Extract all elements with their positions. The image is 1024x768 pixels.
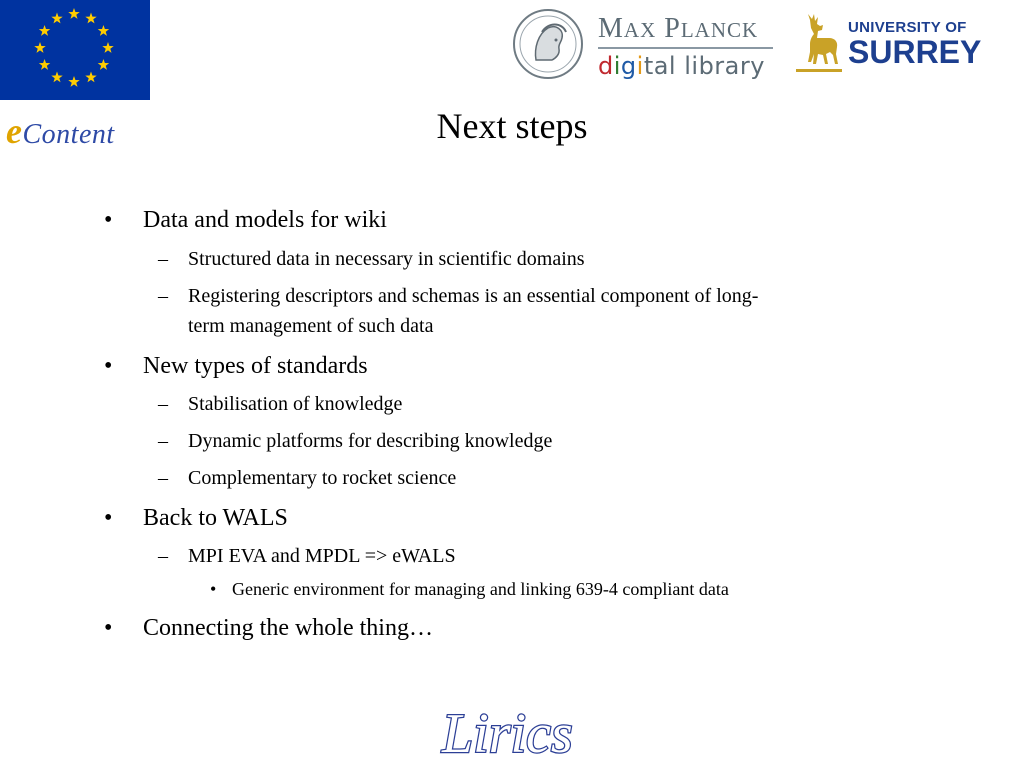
mp-title-sc2: LANCK (680, 18, 759, 42)
minerva-seal-icon (512, 8, 584, 80)
eu-star (51, 71, 62, 82)
bullet-text: term management of such data (188, 315, 434, 337)
bullet-text: Connecting the whole thing… (143, 615, 433, 641)
eu-star (39, 25, 50, 36)
max-planck-digital-library-logo (598, 14, 778, 78)
eu-flag-logo (0, 0, 150, 100)
dash-marker: – (158, 545, 168, 567)
econtent-logo-e: e (6, 111, 23, 151)
eu-star (51, 13, 62, 24)
eu-star (34, 42, 45, 53)
bullet-text: New types of standards (143, 353, 368, 379)
lirics-logo-text: Lirics (442, 703, 573, 764)
lirics-logo (436, 696, 596, 764)
bullet-text: Dynamic platforms for describing knowledge (188, 430, 553, 452)
mp-title-sc1: AX (623, 18, 657, 42)
bullet-text: MPI EVA and MPDL => eWALS (188, 545, 456, 567)
mp-sub-i2: i (636, 52, 644, 80)
bullet-marker: • (104, 207, 113, 233)
mp-title-cap1: M (598, 13, 624, 44)
bullet-marker: • (104, 505, 113, 531)
eu-star (98, 25, 109, 36)
eu-star (85, 13, 96, 24)
bullet-marker: • (210, 579, 217, 599)
dash-marker: – (158, 393, 168, 415)
surrey-line1: UNIVERSITY OF (848, 19, 967, 36)
bullet-text: Stabilisation of knowledge (188, 393, 403, 415)
bullet-text: Generic environment for managing and linking 639-4 compliant data (232, 579, 729, 599)
eu-star (68, 8, 79, 19)
eu-star (85, 71, 96, 82)
mp-sub-d: d (598, 52, 614, 80)
surrey-line2: SURREY (848, 34, 982, 70)
mp-sub-g: g (620, 52, 637, 80)
bullet-text: Structured data in necessary in scientific domains (188, 248, 585, 270)
digital-library-wordmark (598, 53, 778, 79)
mp-sub-i1: i (613, 52, 621, 80)
bullet-text: Complementary to rocket science (188, 467, 457, 489)
bullet-marker: • (104, 615, 113, 641)
university-of-surrey-logo (848, 20, 981, 68)
bullet-marker: • (104, 353, 113, 379)
dash-marker: – (158, 467, 168, 489)
eu-star (68, 76, 79, 87)
eu-star (39, 59, 50, 70)
bullet-text: Back to WALS (143, 505, 288, 531)
max-planck-wordmark (598, 14, 778, 45)
econtent-logo-text: Content (22, 119, 115, 150)
eu-star (98, 59, 109, 70)
bullet-text: Registering descriptors and schemas is an essential component of long- (188, 285, 759, 307)
slide-title: Next steps (436, 106, 588, 146)
dash-marker: – (158, 430, 168, 452)
mp-sub-rest: tal library (643, 52, 765, 80)
eu-star (102, 42, 113, 53)
mp-title-cap2: P (664, 13, 681, 44)
dash-marker: – (158, 248, 168, 270)
mp-divider (598, 47, 773, 49)
bullet-text: Data and models for wiki (143, 207, 387, 233)
eu-flag-icon (0, 0, 150, 100)
dash-marker: – (158, 285, 168, 307)
stag-icon (796, 14, 842, 74)
